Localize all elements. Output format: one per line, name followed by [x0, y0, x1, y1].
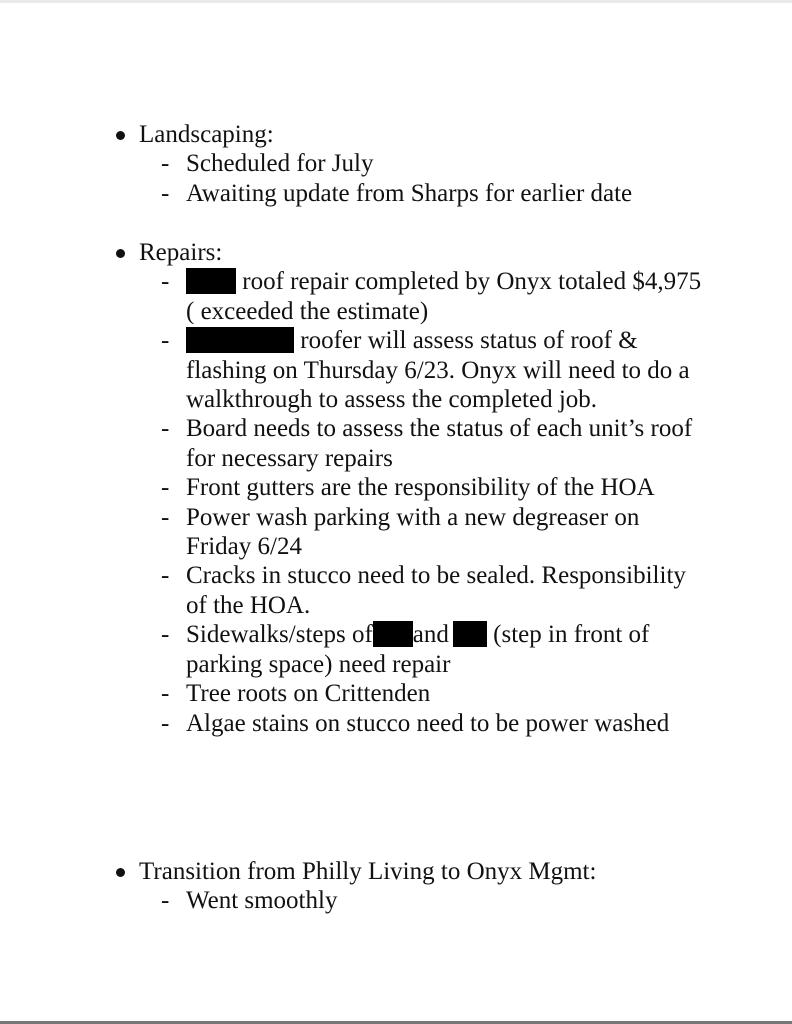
dash-icon: - [161, 621, 170, 649]
list-item [0, 267, 706, 326]
redaction-block [186, 327, 294, 353]
list-item-text: Cracks in stucco need to be sealed. Responsibility of the HOA. [186, 562, 686, 619]
dash-icon: - [161, 179, 170, 207]
item-list [0, 149, 792, 208]
bullet-icon [116, 131, 125, 140]
list-item-text: Scheduled for July [186, 150, 374, 178]
list-item-text: Board needs to assess the status of each unit’s roof for necessary repairs [186, 415, 693, 472]
bullet-icon [116, 249, 125, 258]
dash-icon: - [161, 709, 170, 737]
list-item-text: Sidewalks/steps of [186, 621, 373, 649]
list-item-text: Algae stains on stucco need to be power washed [186, 709, 670, 737]
list-item-text: (step in front of parking space) need repair [186, 621, 650, 678]
redaction-block [186, 268, 236, 294]
dash-icon: - [161, 415, 170, 443]
section-heading [0, 238, 792, 267]
list-item-text: Awaiting update from Sharps for earlier date [186, 179, 633, 207]
list-item [0, 709, 706, 738]
list-item-text: Power wash parking with a new degreaser on Friday 6/24 [186, 503, 640, 561]
list-item [0, 561, 706, 620]
list-item [0, 620, 706, 679]
item-list [0, 267, 792, 738]
list-item-text: Went smoothly [186, 887, 338, 915]
section-heading-text: Transition from Philly Living to Onyx Mgmt: [139, 858, 597, 885]
section-repairs [0, 238, 792, 738]
list-item-text: roofer will assess status of roof & [294, 327, 638, 355]
redaction-block [453, 621, 487, 647]
dash-icon: - [161, 268, 170, 296]
list-item-text: $4,975 ( exceeded the estimate) [186, 268, 702, 325]
list-item-text: Front gutters are the responsibility of the HOA [186, 474, 655, 502]
list-item-text: and [412, 621, 449, 649]
list-item [0, 414, 706, 473]
list-item [0, 149, 706, 178]
dash-icon: - [161, 562, 170, 590]
list-item-text: flashing on Thursday 6/23. Onyx will need to do a walkthrough to assess the completed job. [186, 356, 690, 414]
list-item-text: roof repair completed by Onyx totaled [236, 268, 627, 296]
list-item-text: Tree roots on Crittenden [186, 680, 431, 708]
dash-icon: - [161, 474, 170, 502]
section-heading [0, 120, 792, 149]
list-item [0, 886, 706, 915]
section-landscaping [0, 120, 792, 208]
dash-icon: - [161, 327, 170, 355]
section-transition [0, 857, 792, 916]
dash-icon: - [161, 680, 170, 708]
section-heading-text: Landscaping: [139, 121, 274, 148]
list-item [0, 503, 706, 562]
list-item [0, 179, 706, 208]
section-heading [0, 857, 792, 886]
section-heading-text: Repairs: [139, 239, 223, 266]
list-item [0, 326, 706, 414]
dash-icon: - [161, 503, 170, 531]
item-list [0, 886, 792, 915]
list-item [0, 679, 706, 708]
dash-icon: - [161, 150, 170, 178]
bullet-icon [116, 868, 125, 877]
list-item [0, 473, 706, 502]
redaction-block [373, 621, 413, 647]
dash-icon: - [161, 887, 170, 915]
